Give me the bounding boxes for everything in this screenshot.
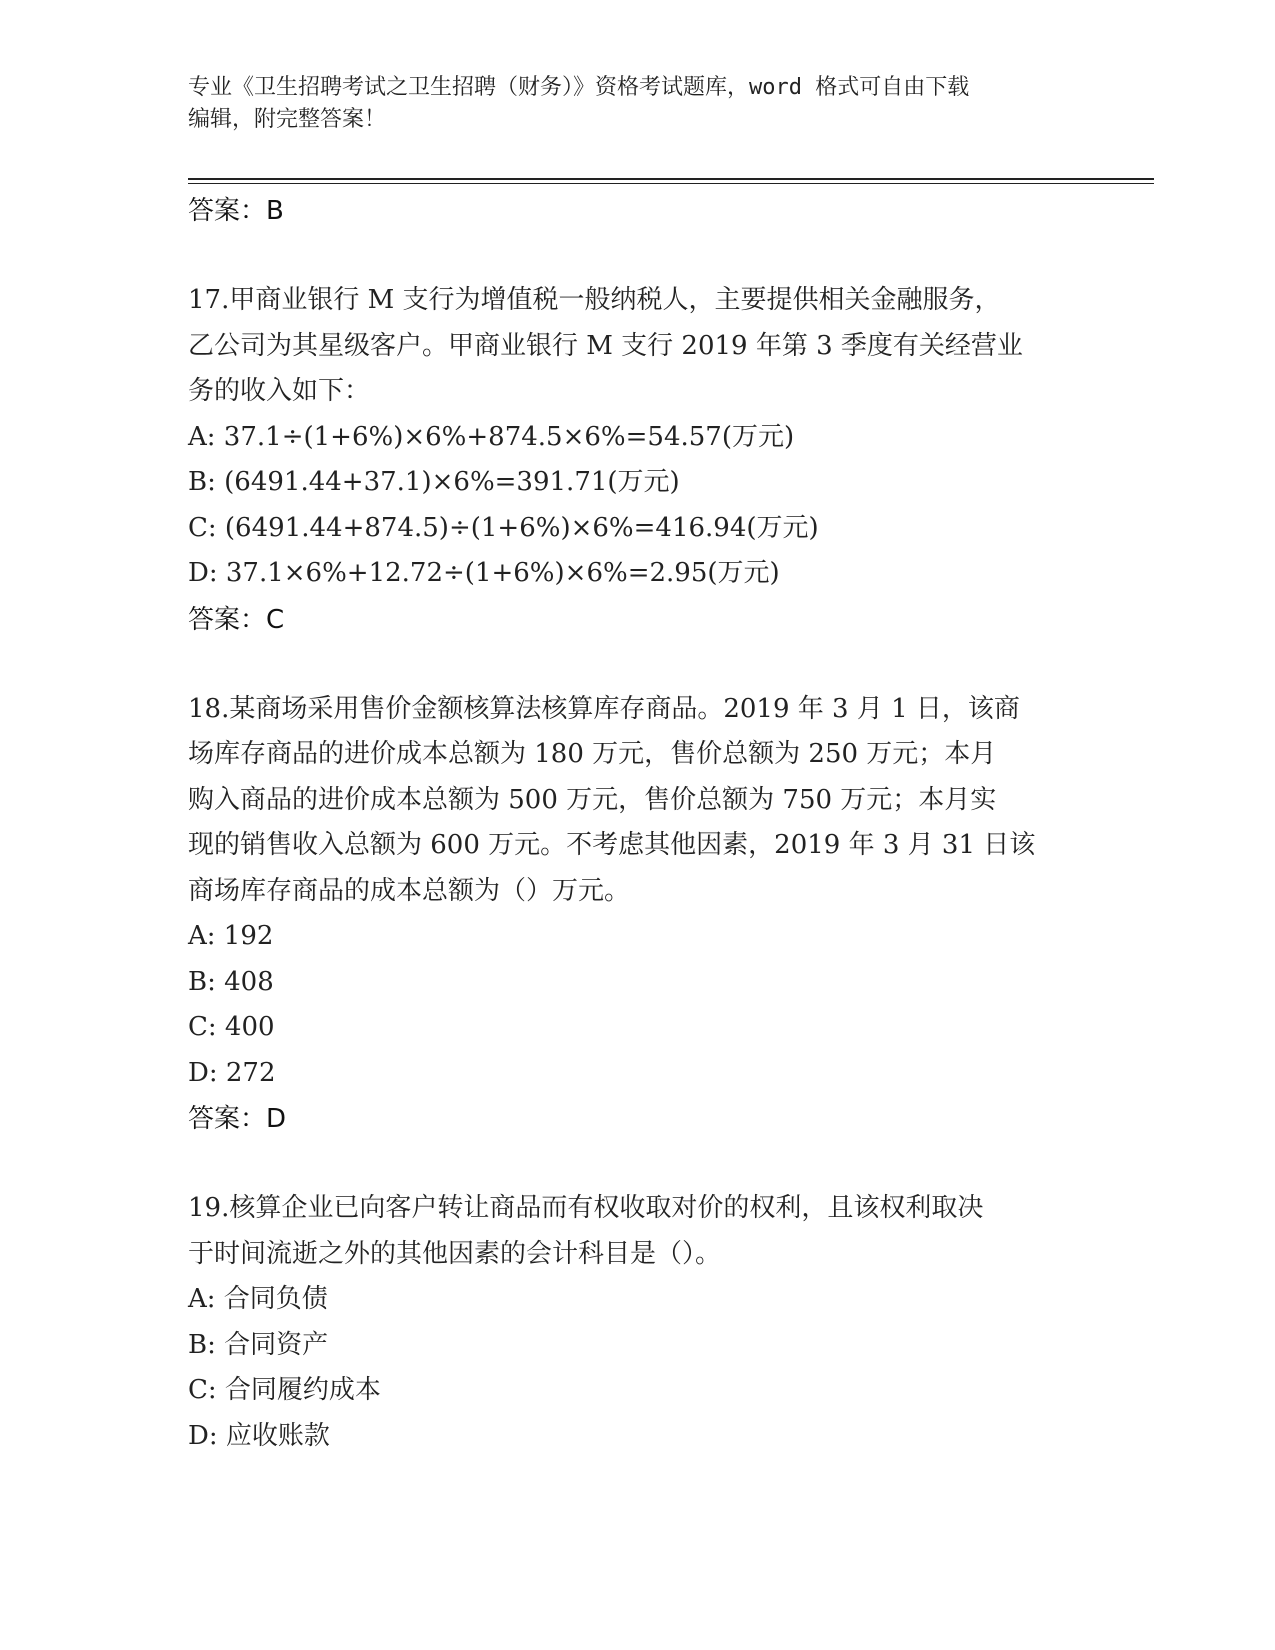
question-list bbox=[188, 188, 1088, 1459]
question-18-line-5: 商场库存商品的成本总额为（）万元。 bbox=[188, 875, 631, 906]
question-19-option-c: C: 合同履约成本 bbox=[188, 1375, 381, 1405]
question-18-line-1: 18.某商场采用售价金额核算法核算库存商品。2019 年 3 月 1 日，该商 bbox=[188, 693, 1020, 724]
header-divider-thick bbox=[188, 178, 1154, 180]
answer-17: 答案：C bbox=[188, 604, 285, 635]
question-18 bbox=[188, 687, 1088, 915]
question-17 bbox=[188, 278, 1088, 415]
question-18-option-a: A: 192 bbox=[188, 921, 274, 951]
spacer bbox=[188, 1142, 1088, 1186]
header-line-1: 专业《卫生招聘考试之卫生招聘（财务）》资格考试题库，word 格式可自由下载 bbox=[188, 75, 970, 100]
question-18-option-b: B: 408 bbox=[188, 966, 274, 997]
question-17-line-3: 务的收入如下： bbox=[188, 376, 371, 406]
spacer bbox=[188, 643, 1088, 687]
question-18-line-3: 购入商品的进价成本总额为 500 万元，售价总额为 750 万元；本月实 bbox=[188, 784, 997, 815]
answer-18: 答案：D bbox=[188, 1104, 287, 1134]
question-17-line-1: 17.甲商业银行 M 支行为增值税一般纳税人，主要提供相关金融服务， bbox=[188, 285, 1001, 315]
header-divider-thin bbox=[188, 183, 1154, 184]
question-19 bbox=[188, 1186, 1088, 1277]
question-19-option-d: D: 应收账款 bbox=[188, 1420, 330, 1451]
header-line-2: 编辑，附完整答案！ bbox=[188, 107, 387, 132]
question-19-line-1: 19.核算企业已向客户转让商品而有权收取对价的权利，且该权利取决 bbox=[188, 1193, 984, 1223]
question-18-line-4: 现的销售收入总额为 600 万元。不考虑其他因素，2019 年 3 月 31 日该 bbox=[188, 830, 1036, 860]
question-17-line-2: 乙公司为其星级客户。甲商业银行 M 支行 2019 年第 3 季度有关经营业 bbox=[188, 330, 1023, 361]
page-header bbox=[188, 72, 1088, 136]
question-18-line-2: 场库存商品的进价成本总额为 180 万元，售价总额为 250 万元；本月 bbox=[188, 739, 997, 769]
question-17-option-d: D: 37.1×6%+12.72÷(1+6%)×6%=2.95(万元) bbox=[188, 558, 780, 588]
question-19-option-a: A: 合同负债 bbox=[188, 1284, 328, 1314]
question-19-line-2: 于时间流逝之外的其他因素的会计科目是（）。 bbox=[188, 1238, 722, 1269]
question-17-option-c: C: (6491.44+874.5)÷(1+6%)×6%=416.94(万元) bbox=[188, 512, 819, 543]
answer-16: 答案：B bbox=[188, 196, 284, 226]
spacer bbox=[188, 234, 1088, 278]
question-17-option-b: B: (6491.44+37.1)×6%=391.71(万元) bbox=[188, 467, 680, 497]
question-17-option-a: A: 37.1÷(1+6%)×6%+874.5×6%=54.57(万元) bbox=[188, 421, 795, 452]
question-18-option-c: C: 400 bbox=[188, 1012, 275, 1042]
question-18-option-d: D: 272 bbox=[188, 1057, 276, 1088]
question-19-option-b: B: 合同资产 bbox=[188, 1329, 329, 1360]
